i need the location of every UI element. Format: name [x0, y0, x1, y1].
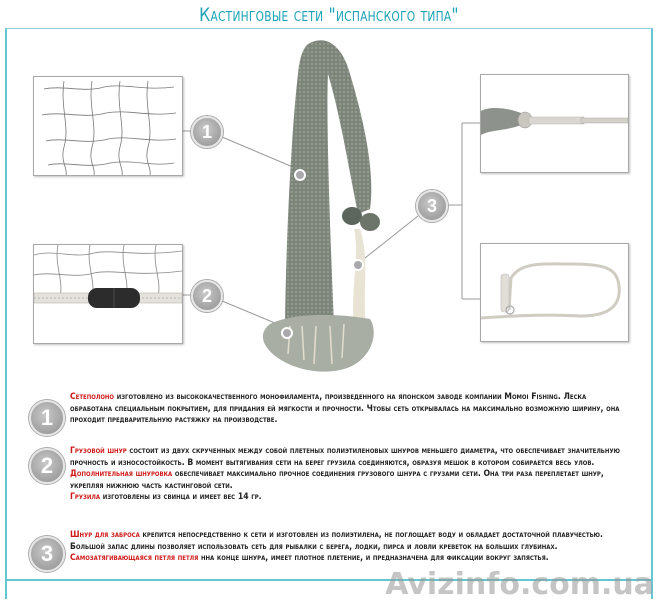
item-3-highlight-1: Шнур для заброса	[70, 530, 140, 540]
watermark: Avizinfo.com.ua	[385, 567, 654, 602]
rope-loop-image	[481, 244, 628, 341]
badge-number: 3	[426, 196, 437, 216]
callout-badge-2	[191, 280, 223, 312]
item-2-text-2: обеспечивает максимально прочное соединения грузового шнура с грузами сети. Она три раза переплетает шнур, укрепляя нижнюю часть кастинговой сети.	[70, 469, 604, 491]
casting-rope-thumbnail	[480, 74, 629, 173]
callout-badge-3	[416, 190, 448, 222]
net-mesh-thumbnail	[33, 76, 183, 176]
item-2-description	[70, 446, 630, 504]
item-2-paragraph-2	[70, 469, 630, 492]
casting-rope-image	[481, 75, 628, 172]
item-2-paragraph-3	[70, 492, 630, 504]
item-3-paragraph-2	[70, 553, 630, 565]
callout-badge-1	[191, 116, 223, 148]
item-2-highlight-3: Грузила	[70, 492, 101, 503]
item-3-highlight-2: Самозатягивающаяся петля петля	[70, 553, 199, 564]
badge-number: 1	[40, 405, 54, 430]
badge-number: 2	[201, 286, 212, 306]
item-2-paragraph-1	[70, 446, 630, 469]
item-badge-2	[29, 448, 65, 484]
item-1-paragraph-1	[70, 392, 630, 427]
item-1-text: изготовлено из высококачественного монофиламента, произведенного на японском заводе компании Momoi Fishing. Леска обработана специальным покрытием, для придания ей мягкости и прочности. Чтобы сеть открывалась на максимально возможную ширину, она проходит предварительную растяжку на производстве.	[70, 392, 620, 426]
item-badge-3	[29, 536, 65, 572]
item-3-paragraph-1	[70, 530, 630, 553]
badge-number: 3	[40, 541, 54, 566]
item-3-text-1: крепится непосредственно к сети и изготовлен из полиэтилена, не поглощает воду и обладает достаточной плавучестью. Большой запас длины позволяет использовать сеть для рыбалки с берега, лодки, пирса и ловли креветок на больших глубинах.	[70, 530, 603, 552]
badge-number: 2	[40, 453, 54, 478]
item-badge-1	[29, 400, 65, 436]
item-2-highlight-1: Грузовой шнур	[70, 446, 127, 456]
item-3-description	[70, 530, 630, 565]
item-1-description	[70, 392, 630, 427]
item-2-text-1: состоит из двух скрученных между собой плетеных полиэтиленовых шнуров меньшего диаметра, что обеспечивает значительную прочность и износостойкость. В момент вытягивания сети на берег грузила соединяются, образуя мешок в котором собирается весь улов.	[70, 446, 620, 468]
item-2-text-3: изготовлены из свинца и имеет вес 14 гр.	[100, 492, 262, 503]
badge-number: 1	[201, 122, 212, 142]
net-mesh-image	[34, 77, 182, 175]
item-2-highlight-2: Дополнительная шнуровка	[70, 469, 173, 480]
casting-net-image	[230, 34, 410, 384]
rope-loop-thumbnail	[480, 243, 629, 342]
page-title: Кастинговые сети "испанского типа"	[199, 4, 459, 26]
item-1-highlight: Сетеполоно	[70, 392, 115, 402]
lead-weight-on-rope-image	[34, 245, 182, 343]
item-3-text-2: нна конце шнура, имеет плотное плетение, и предназначена для фиксации вокруг запястья.	[198, 553, 549, 564]
lead-weight-thumbnail	[33, 244, 183, 344]
